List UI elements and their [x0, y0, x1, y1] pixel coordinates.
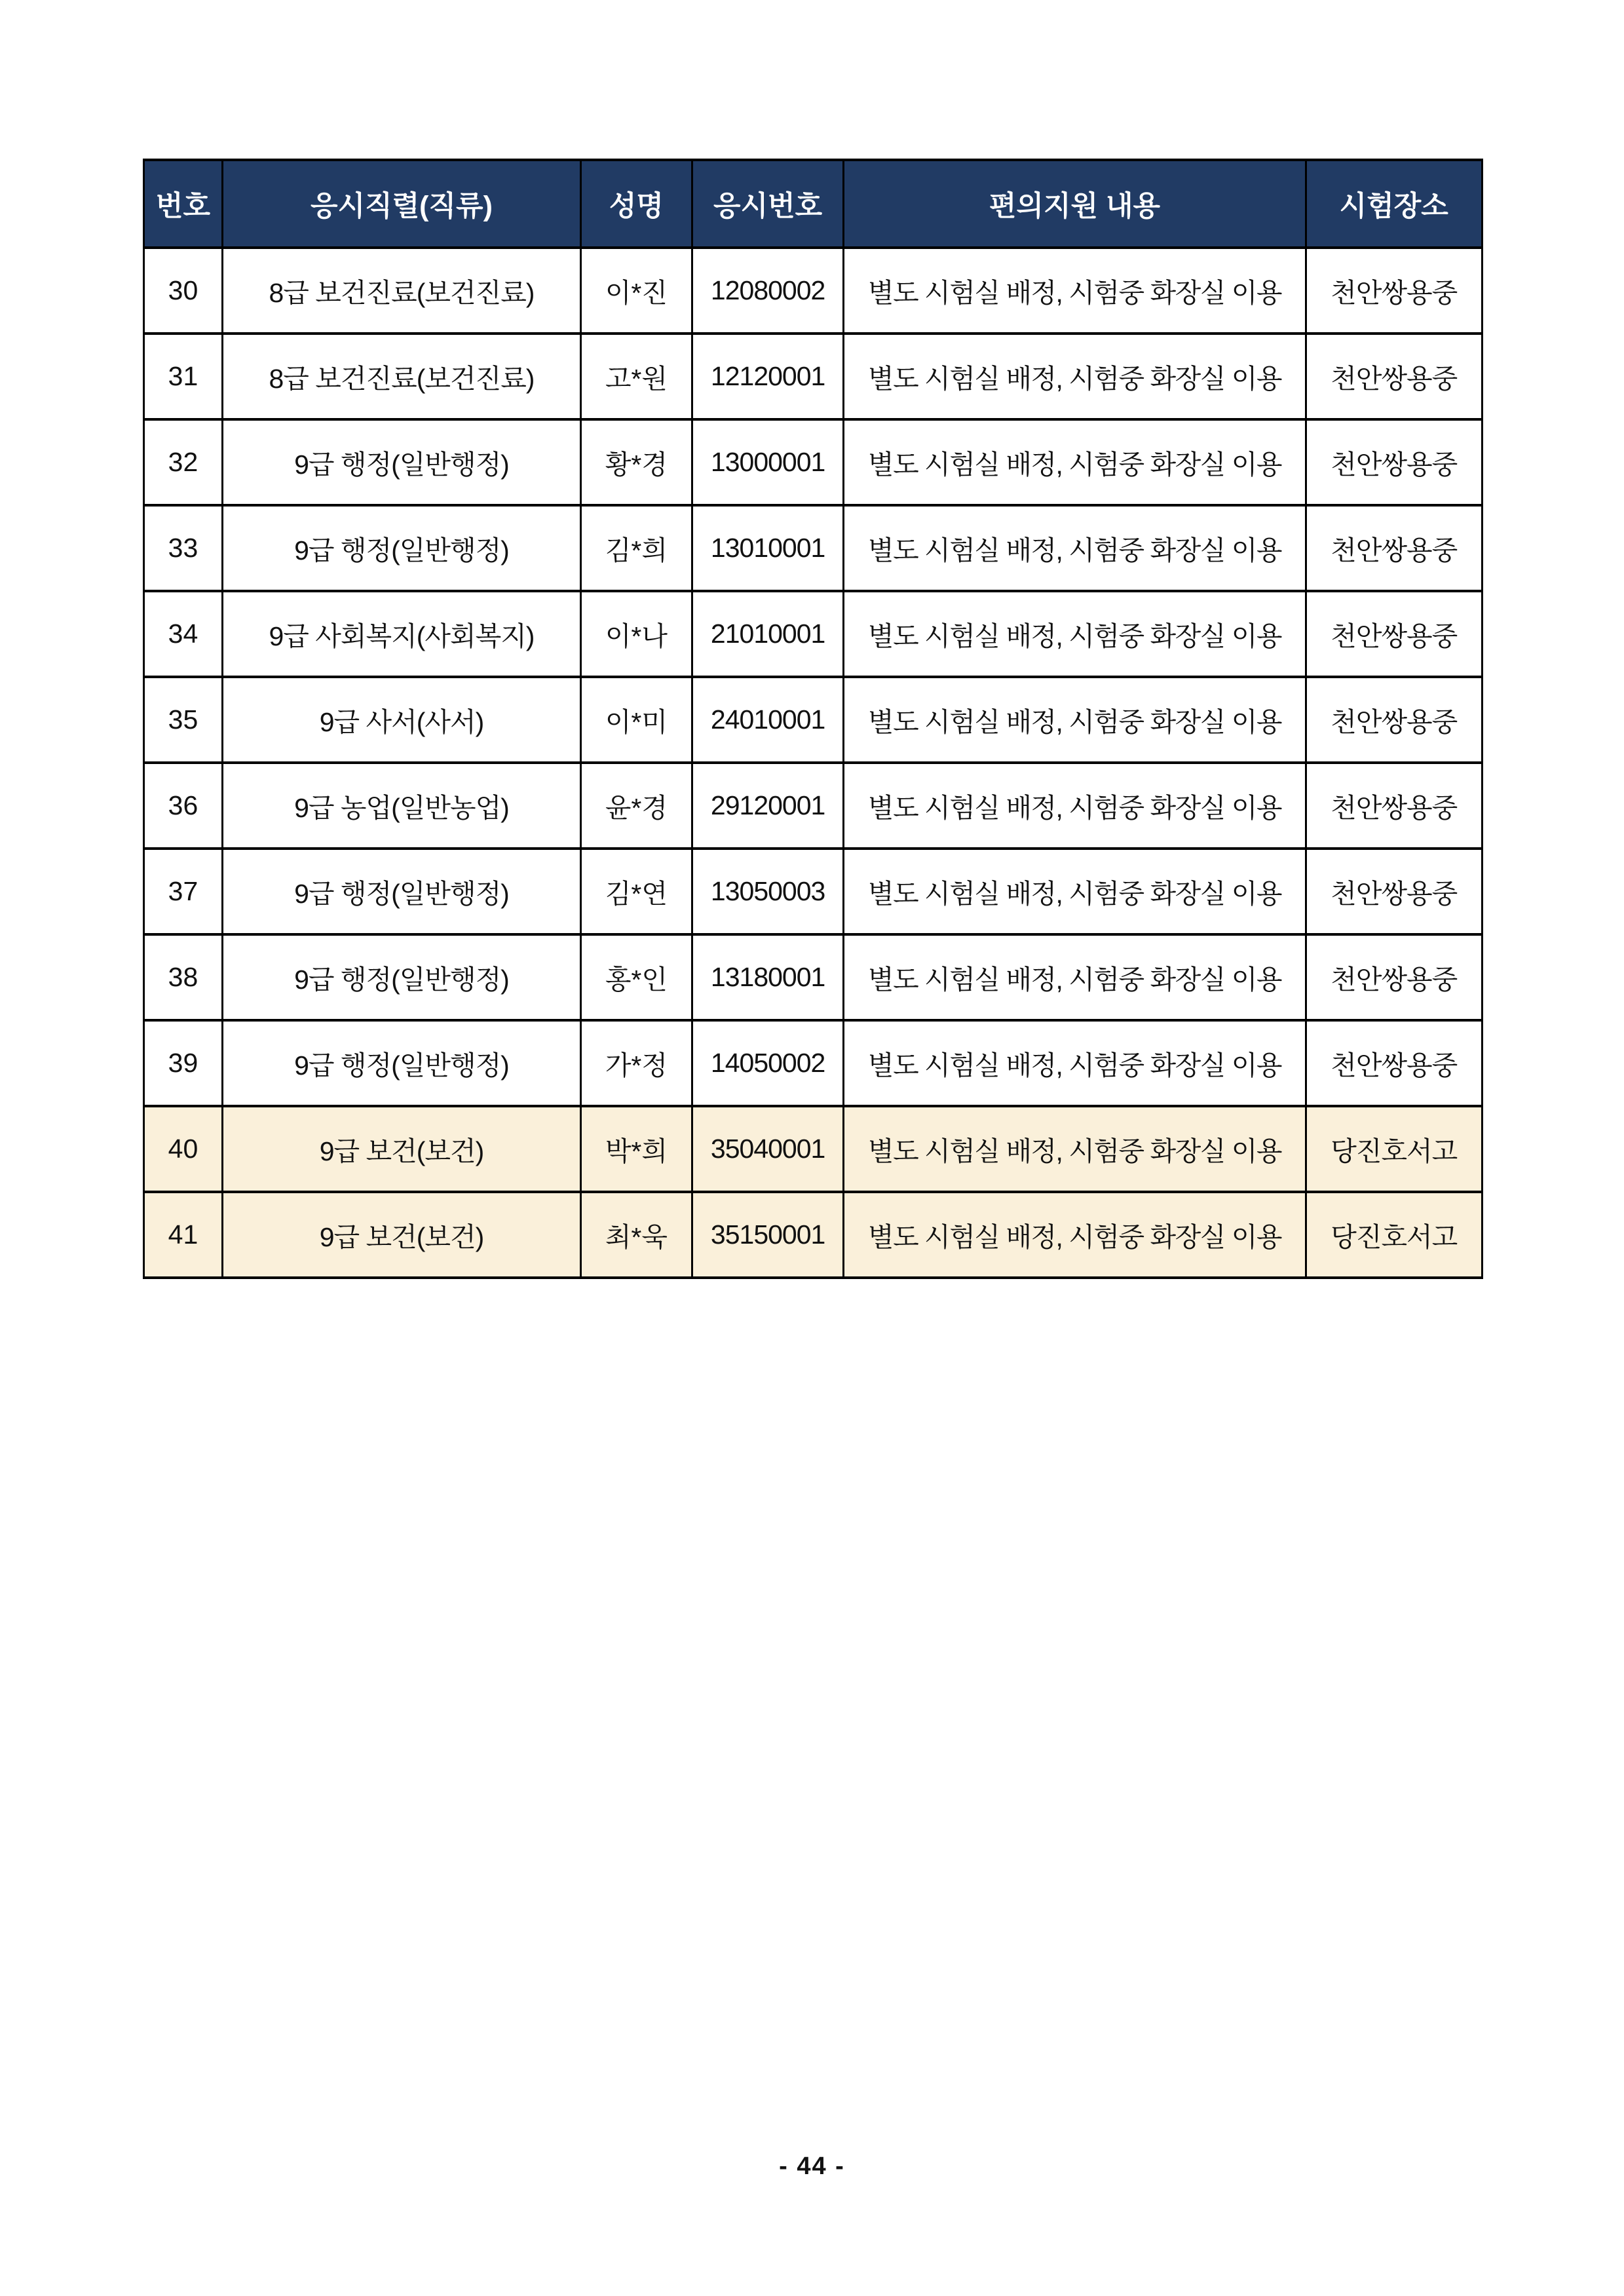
table-row [144, 419, 1482, 505]
candidate-name-cell: 김*연 [581, 849, 692, 934]
header-name: 성명 [581, 160, 692, 248]
venue-cell: 천안쌍용중 [1306, 591, 1482, 677]
candidate-name-cell: 박*희 [581, 1106, 692, 1192]
table-body [144, 248, 1482, 1278]
accommodation-cell: 별도 시험실 배정, 시험중 화장실 이용 [844, 505, 1306, 591]
row-number-cell: 41 [144, 1192, 223, 1278]
table-row [144, 591, 1482, 677]
accommodation-cell: 별도 시험실 배정, 시험중 화장실 이용 [844, 677, 1306, 763]
venue-cell: 천안쌍용중 [1306, 248, 1482, 334]
table-row [144, 934, 1482, 1020]
candidate-name-cell: 홍*인 [581, 934, 692, 1020]
venue-cell: 천안쌍용중 [1306, 677, 1482, 763]
venue-cell: 당진호서고 [1306, 1106, 1482, 1192]
row-number-cell: 34 [144, 591, 223, 677]
category-cell: 9급 행정(일반행정) [222, 419, 580, 505]
category-cell: 8급 보건진료(보건진료) [222, 248, 580, 334]
venue-cell: 천안쌍용중 [1306, 1020, 1482, 1106]
table-row [144, 1020, 1482, 1106]
accommodation-cell: 별도 시험실 배정, 시험중 화장실 이용 [844, 591, 1306, 677]
exam-number-cell: 21010001 [692, 591, 844, 677]
exam-number-cell: 29120001 [692, 763, 844, 849]
venue-cell: 천안쌍용중 [1306, 419, 1482, 505]
header-venue: 시험장소 [1306, 160, 1482, 248]
accommodation-cell: 별도 시험실 배정, 시험중 화장실 이용 [844, 1020, 1306, 1106]
candidate-name-cell: 가*정 [581, 1020, 692, 1106]
row-number-cell: 36 [144, 763, 223, 849]
category-cell: 9급 사서(사서) [222, 677, 580, 763]
accommodation-cell: 별도 시험실 배정, 시험중 화장실 이용 [844, 334, 1306, 419]
row-number-cell: 37 [144, 849, 223, 934]
category-cell: 9급 행정(일반행정) [222, 849, 580, 934]
row-number-cell: 35 [144, 677, 223, 763]
category-cell: 9급 사회복지(사회복지) [222, 591, 580, 677]
table-row [144, 849, 1482, 934]
accommodation-table [143, 159, 1483, 1279]
candidate-name-cell: 고*원 [581, 334, 692, 419]
candidate-name-cell: 김*희 [581, 505, 692, 591]
venue-cell: 천안쌍용중 [1306, 505, 1482, 591]
accommodation-table-wrap [143, 159, 1483, 1279]
row-number-cell: 31 [144, 334, 223, 419]
header-support: 편의지원 내용 [844, 160, 1306, 248]
exam-number-cell: 13000001 [692, 419, 844, 505]
table-row [144, 248, 1482, 334]
exam-number-cell: 13010001 [692, 505, 844, 591]
accommodation-cell: 별도 시험실 배정, 시험중 화장실 이용 [844, 1192, 1306, 1278]
category-cell: 8급 보건진료(보건진료) [222, 334, 580, 419]
candidate-name-cell: 이*미 [581, 677, 692, 763]
exam-number-cell: 12080002 [692, 248, 844, 334]
accommodation-cell: 별도 시험실 배정, 시험중 화장실 이용 [844, 849, 1306, 934]
category-cell: 9급 농업(일반농업) [222, 763, 580, 849]
header-no: 번호 [144, 160, 223, 248]
accommodation-cell: 별도 시험실 배정, 시험중 화장실 이용 [844, 1106, 1306, 1192]
accommodation-cell: 별도 시험실 배정, 시험중 화장실 이용 [844, 934, 1306, 1020]
category-cell: 9급 보건(보건) [222, 1192, 580, 1278]
table-row [144, 1106, 1482, 1192]
page-number: - 44 - [779, 2152, 845, 2180]
candidate-name-cell: 이*나 [581, 591, 692, 677]
venue-cell: 천안쌍용중 [1306, 334, 1482, 419]
row-number-cell: 32 [144, 419, 223, 505]
row-number-cell: 33 [144, 505, 223, 591]
accommodation-cell: 별도 시험실 배정, 시험중 화장실 이용 [844, 248, 1306, 334]
row-number-cell: 39 [144, 1020, 223, 1106]
exam-number-cell: 35150001 [692, 1192, 844, 1278]
exam-number-cell: 13180001 [692, 934, 844, 1020]
category-cell: 9급 보건(보건) [222, 1106, 580, 1192]
row-number-cell: 30 [144, 248, 223, 334]
table-row [144, 334, 1482, 419]
category-cell: 9급 행정(일반행정) [222, 505, 580, 591]
venue-cell: 천안쌍용중 [1306, 934, 1482, 1020]
exam-number-cell: 13050003 [692, 849, 844, 934]
venue-cell: 당진호서고 [1306, 1192, 1482, 1278]
candidate-name-cell: 황*경 [581, 419, 692, 505]
candidate-name-cell: 윤*경 [581, 763, 692, 849]
table-header-row [144, 160, 1482, 248]
table-row [144, 677, 1482, 763]
table-row [144, 505, 1482, 591]
candidate-name-cell: 이*진 [581, 248, 692, 334]
exam-number-cell: 12120001 [692, 334, 844, 419]
exam-number-cell: 24010001 [692, 677, 844, 763]
candidate-name-cell: 최*욱 [581, 1192, 692, 1278]
header-exam-number: 응시번호 [692, 160, 844, 248]
row-number-cell: 38 [144, 934, 223, 1020]
venue-cell: 천안쌍용중 [1306, 763, 1482, 849]
venue-cell: 천안쌍용중 [1306, 849, 1482, 934]
header-category: 응시직렬(직류) [222, 160, 580, 248]
exam-number-cell: 14050002 [692, 1020, 844, 1106]
accommodation-cell: 별도 시험실 배정, 시험중 화장실 이용 [844, 419, 1306, 505]
exam-number-cell: 35040001 [692, 1106, 844, 1192]
category-cell: 9급 행정(일반행정) [222, 1020, 580, 1106]
category-cell: 9급 행정(일반행정) [222, 934, 580, 1020]
accommodation-cell: 별도 시험실 배정, 시험중 화장실 이용 [844, 763, 1306, 849]
table-row [144, 1192, 1482, 1278]
table-row [144, 763, 1482, 849]
row-number-cell: 40 [144, 1106, 223, 1192]
